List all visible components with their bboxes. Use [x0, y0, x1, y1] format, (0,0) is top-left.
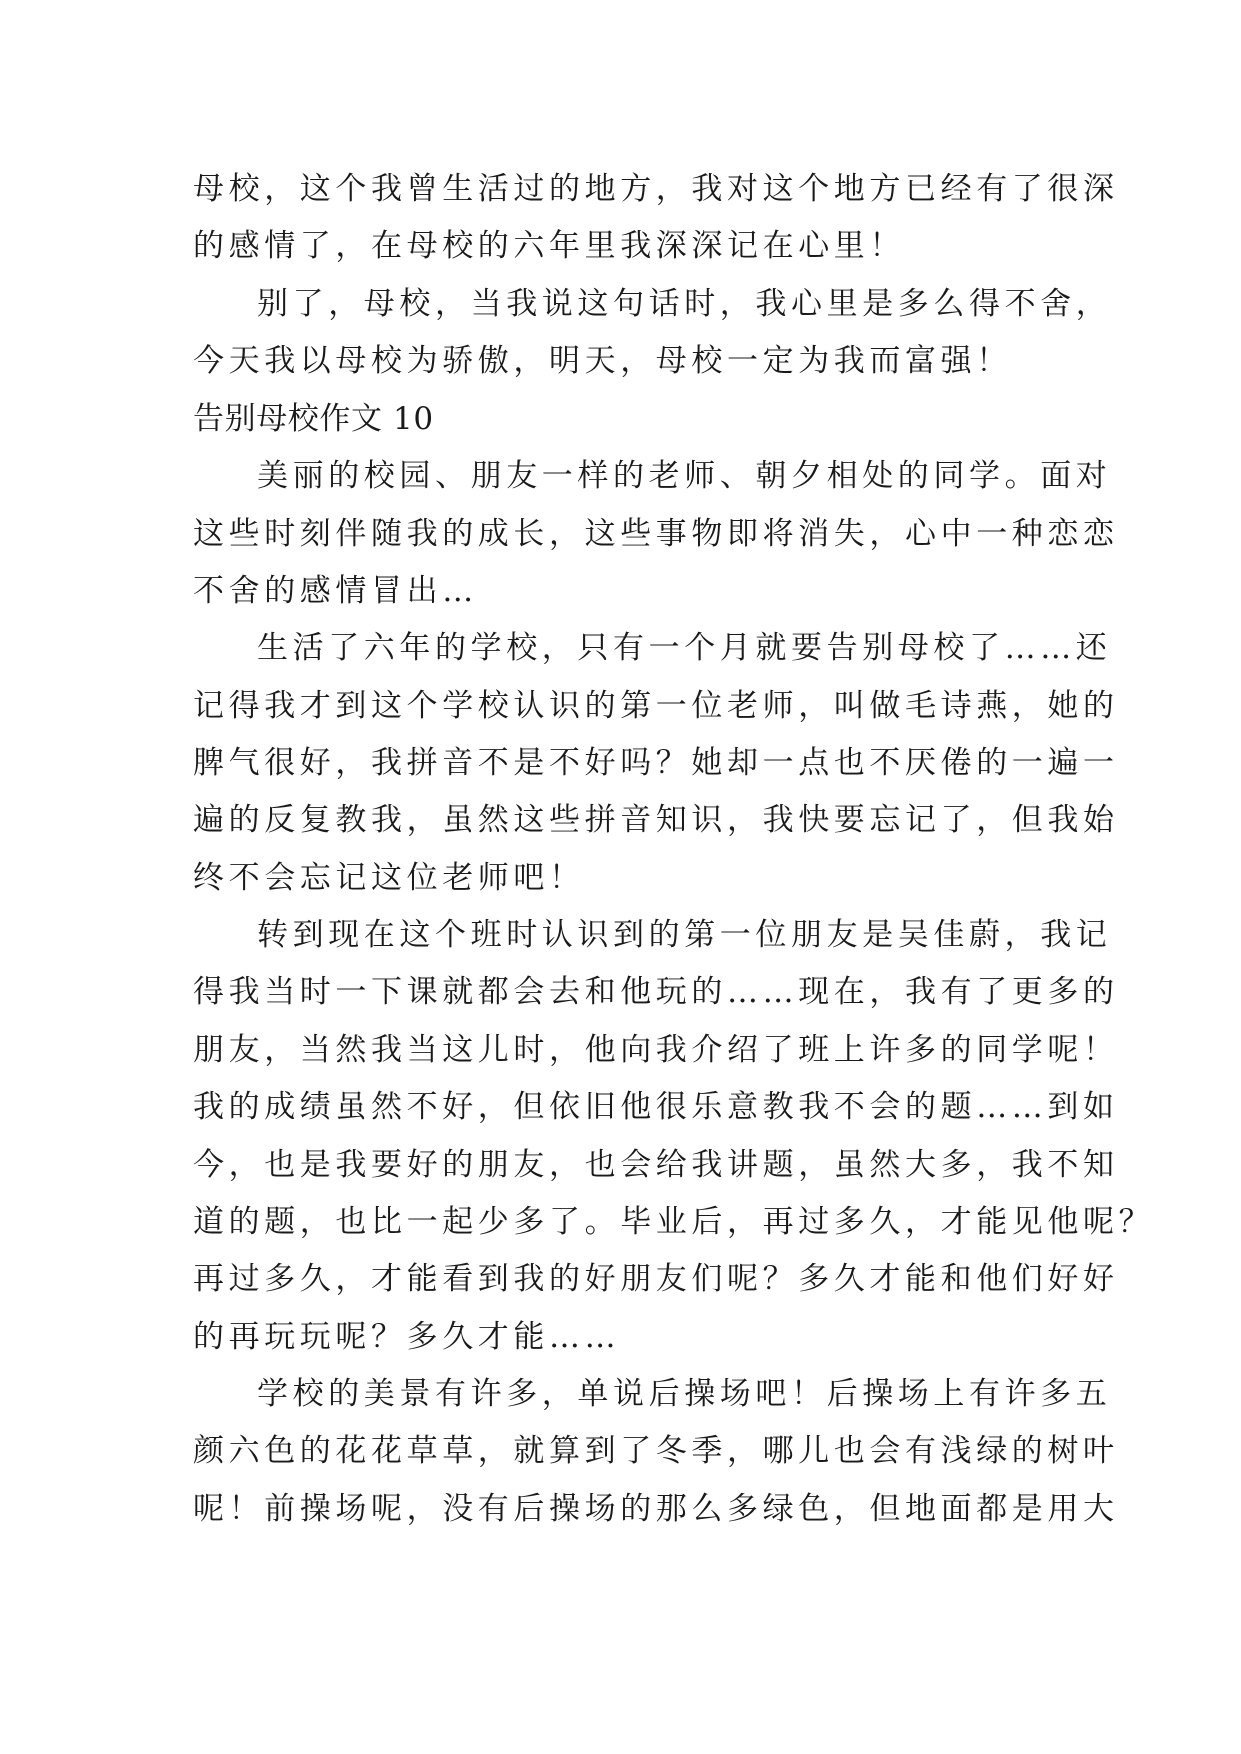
text-line: 生活了六年的学校，只有一个月就要告别母校了……还	[257, 630, 1112, 666]
text-line: 记得我才到这个学校认识的第一位老师，叫做毛诗燕，她的	[193, 688, 1119, 724]
text-line: 终不会忘记这位老师吧！	[193, 860, 585, 896]
text-line: 遍的反复教我，虽然这些拼音知识，我快要忘记了，但我始	[193, 802, 1119, 838]
text-line: 今天我以母校为骄傲，明天，母校一定为我而富强！	[193, 343, 1012, 379]
text-line: 这些时刻伴随我的成长，这些事物即将消失，心中一种恋恋	[193, 516, 1119, 552]
text-line: 别了，母校，当我说这句话时，我心里是多么得不舍，	[257, 286, 1112, 322]
text-line: 母校，这个我曾生活过的地方，我对这个地方已经有了很深	[193, 171, 1119, 207]
section-heading: 告别母校作文 10	[193, 401, 434, 437]
text-line: 不舍的感情冒出…	[193, 573, 478, 609]
text-line: 道的题，也比一起少多了。毕业后，再过多久，才能见他呢？	[193, 1204, 1155, 1240]
text-line: 我的成绩虽然不好，但依旧他很乐意教我不会的题……到如	[193, 1089, 1119, 1125]
text-line: 得我当时一下课就都会去和他玩的……现在，我有了更多的	[193, 974, 1119, 1010]
text-line: 再过多久，才能看到我的好朋友们呢？多久才能和他们好好	[193, 1261, 1119, 1297]
text-line: 学校的美景有许多，单说后操场吧！后操场上有许多五	[257, 1376, 1112, 1412]
text-line: 脾气很好，我拼音不是不好吗？她却一点也不厌倦的一遍一	[193, 745, 1119, 781]
text-line: 美丽的校园、朋友一样的老师、朝夕相处的同学。面对	[257, 458, 1112, 494]
text-line: 转到现在这个班时认识到的第一位朋友是吴佳蔚，我记	[257, 917, 1112, 953]
text-line: 呢！前操场呢，没有后操场的那么多绿色，但地面都是用大	[193, 1491, 1119, 1527]
text-line: 的感情了，在母校的六年里我深深记在心里！	[193, 228, 905, 264]
text-line: 朋友，当然我当这儿时，他向我介绍了班上许多的同学呢！	[193, 1032, 1119, 1068]
text-line: 的再玩玩呢？多久才能……	[193, 1319, 621, 1355]
text-line: 颜六色的花花草草，就算到了冬季，哪儿也会有浅绿的树叶	[193, 1433, 1119, 1469]
text-line: 今，也是我要好的朋友，也会给我讲题，虽然大多，我不知	[193, 1147, 1119, 1183]
